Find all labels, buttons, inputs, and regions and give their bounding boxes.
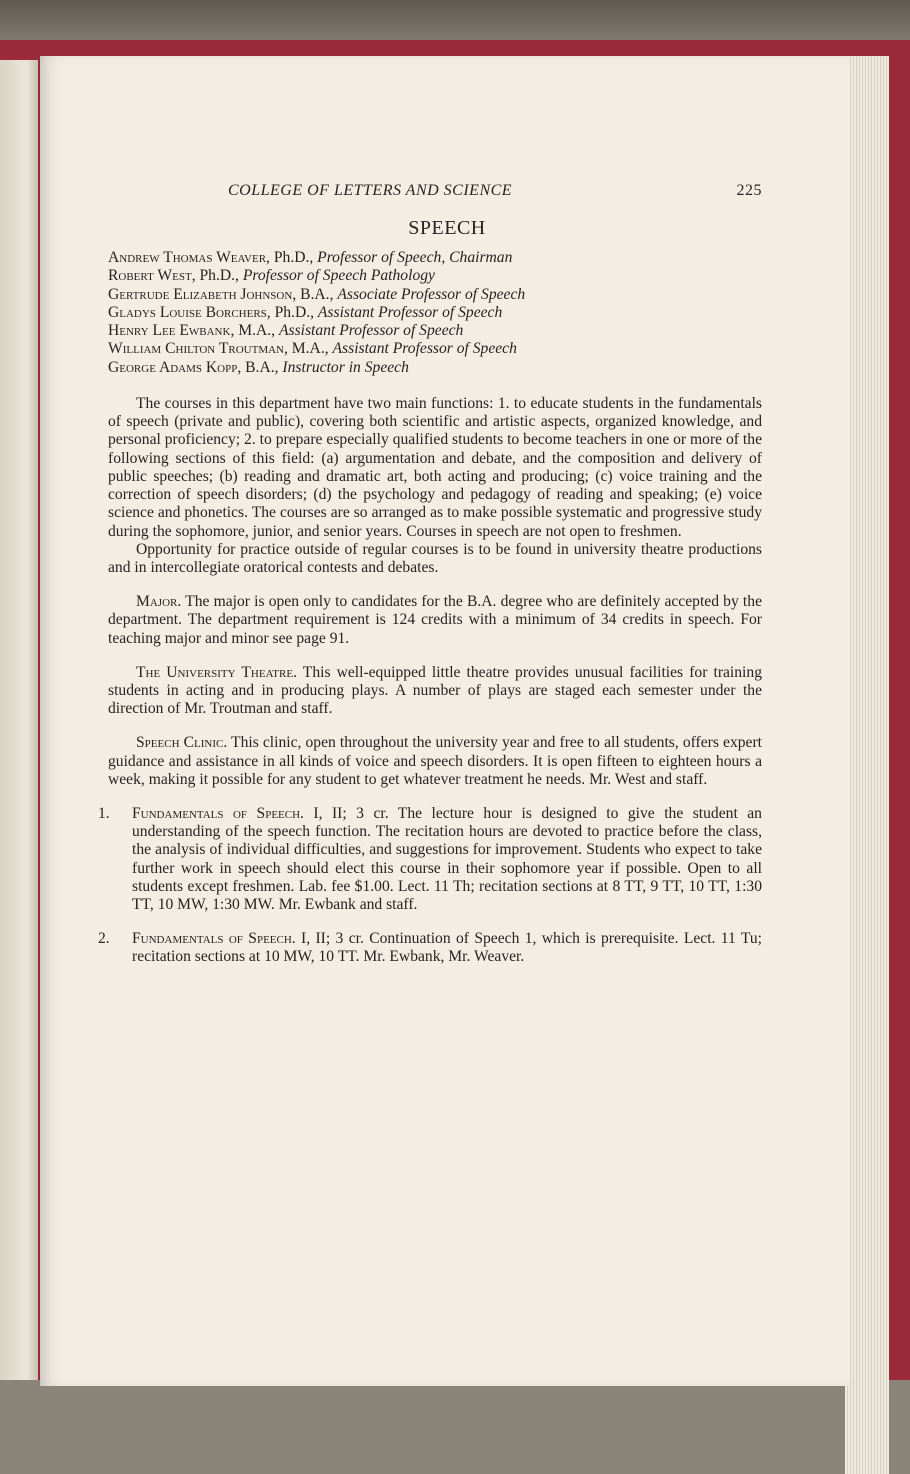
faculty-title: Assistant Professor of Speech	[317, 303, 503, 321]
course-entry	[98, 930, 762, 966]
faculty-entry	[108, 286, 762, 304]
faculty-degree: , Ph.D.,	[266, 303, 318, 321]
faculty-name: George Adams Kopp	[108, 358, 238, 376]
major-label: Major.	[136, 593, 182, 611]
faculty-name: Gertrude Elizabeth Johnson	[108, 285, 293, 303]
faculty-name: Gladys Louise Borchers	[108, 303, 267, 321]
course-number: 2.	[98, 930, 110, 948]
faculty-name: Andrew Thomas Weaver	[108, 249, 267, 266]
faculty-name: Robert West	[108, 267, 192, 285]
running-head-title: COLLEGE OF LETTERS AND SCIENCE	[228, 182, 513, 199]
clinic-text: This clinic, open throughout the university year and free to all students, offers expert guidance and assistance in all kinds of voice and speech disorders. It is open fifteen to eighteen hours a week, making it possible for any student to get whatever treatment he needs. Mr. West and staff.	[108, 734, 762, 788]
course-number: 1.	[98, 804, 110, 822]
faculty-title: Professor of Speech Pathology	[242, 267, 435, 285]
faculty-degree: , M.A.,	[284, 340, 333, 358]
intro-paragraph: The courses in this department have two main functions: 1. to educate students in the fundamentals of speech (private and public), covering both scientific and artistic aspects, organized knowledge, and personal proficiency; 2. to prepare especially qualified students to become teachers in one or more of the following sections of this field: (a) argumentation and debate, and the composition and delivery of public speeches; (b) reading and dramatic art, both acting and producing; (c) voice training and the correction of speech disorders; (d) the psychology and pedagogy of reading and speaking; (e) voice science and phonetics. The courses are so arranged as to make possible systematic and progressive study during the sophomore, junior, and senior years. Courses in speech are not open to freshmen.	[108, 395, 762, 540]
faculty-title: Instructor in Speech	[282, 358, 409, 376]
faculty-entry	[108, 267, 762, 285]
clinic-label: Speech Clinic.	[136, 734, 228, 752]
faculty-title: Associate Professor of Speech	[337, 285, 526, 303]
theatre-label: The University Theatre.	[136, 663, 297, 681]
page-stack-edges	[845, 56, 889, 1474]
faculty-entry	[108, 304, 762, 322]
theatre-text: This well-equipped little theatre provides unusual facilities for training students in acting and in producing plays. A number of plays are staged each semester under the direction of Mr. Troutman and staff.	[108, 663, 762, 718]
opportunity-paragraph: Opportunity for practice outside of regular courses is to be found in university theatre productions and in intercollegiate oratorical contests and debates.	[108, 540, 762, 576]
faculty-degree: , M.A.,	[230, 322, 279, 340]
page-number: 225	[736, 182, 762, 199]
faculty-entry	[108, 340, 762, 358]
faculty-degree: , B.A.,	[292, 285, 338, 303]
book-page	[40, 56, 850, 1386]
running-head	[108, 182, 762, 204]
faculty-name: Henry Lee Ewbank	[108, 322, 231, 340]
course-text: I, II; 3 cr. The lecture hour is designed to give the student an understanding of the speech function. The recitation hours are devoted to practice before the class, the analysis of individual difficulties, and suggestions for improvement. Students who expect to take further work in speech should elect this course in their sophomore year if possible. Open to all students except freshmen. Lab. fee $1.00. Lect. 11 Th; recitation sections at 8 TT, 9 TT, 10 TT, 1:30 TT, 10 MW, 1:30 MW. Mr. Ewbank and staff.	[132, 804, 762, 913]
faculty-name: William Chilton Troutman	[108, 340, 284, 358]
page-content	[98, 182, 762, 967]
course-entry	[98, 804, 762, 914]
major-text: The major is open only to candidates for the B.A. degree who are definitely accepted by the department. The department requirement is 124 credits with a minimum of 34 credits in speech. For teaching major and minor see page 91.	[108, 593, 762, 647]
faculty-entry	[108, 249, 762, 267]
faculty-degree: , B.A.,	[237, 358, 283, 376]
faculty-entry	[108, 322, 762, 340]
section-title: SPEECH	[408, 217, 486, 239]
theatre-paragraph	[108, 664, 762, 719]
facing-page-edge	[0, 60, 38, 1380]
major-paragraph	[108, 593, 762, 648]
course-title: Fundamentals of Speech.	[132, 930, 296, 948]
faculty-entry	[108, 359, 762, 377]
faculty-title: Assistant Professor of Speech	[332, 340, 517, 358]
course-title: Fundamentals of Speech.	[132, 804, 304, 822]
faculty-title: Professor of Speech, Chairman	[317, 249, 513, 266]
faculty-list	[108, 249, 762, 377]
course-text: I, II; 3 cr. Continuation of Speech 1, which is prerequisite. Lect. 11 Tu; recitation sections at 10 MW, 10 TT. Mr. Ewbank, Mr. Weaver.	[132, 930, 762, 966]
faculty-title: Assistant Professor of Speech	[278, 322, 464, 340]
clinic-paragraph	[108, 734, 762, 789]
faculty-degree: , Ph.D.,	[266, 249, 318, 266]
faculty-degree: , Ph.D.,	[191, 267, 243, 285]
